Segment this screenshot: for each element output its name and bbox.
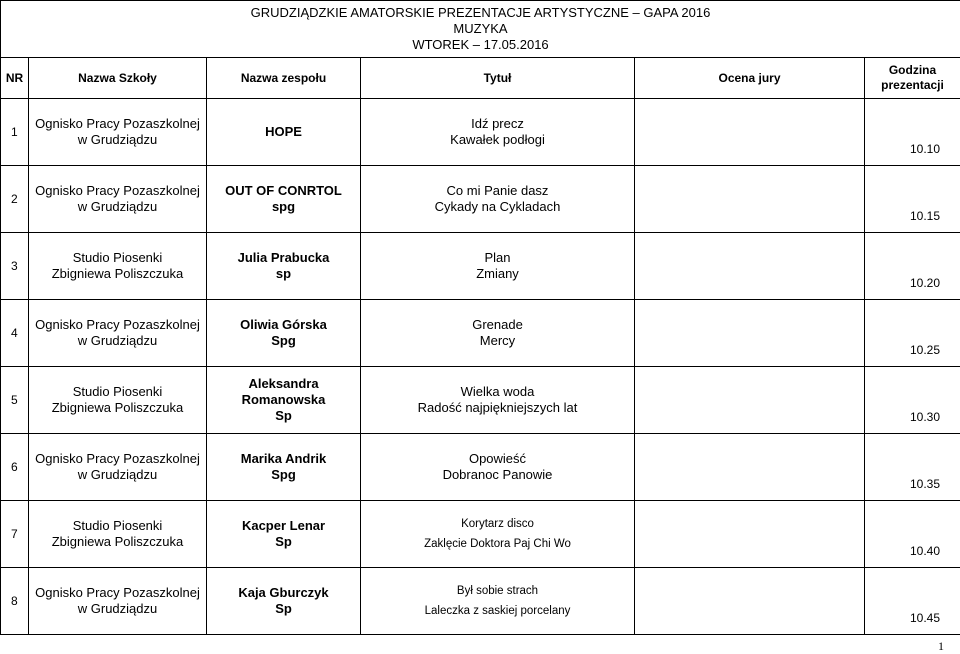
rating-cell [635, 300, 865, 367]
rating-cell [635, 99, 865, 166]
table-row [1, 367, 960, 434]
col-time [865, 58, 960, 99]
band-name: Julia Prabucka [237, 250, 330, 265]
song-title-2: Cykady na Cykladach [434, 199, 561, 214]
row-number: 4 [1, 300, 29, 367]
title-cell [361, 501, 635, 568]
title-cell [361, 99, 635, 166]
band-category: spg [271, 199, 296, 214]
song-title-2: Zaklęcie Doktora Paj Chi Wo [424, 538, 571, 550]
school-city: w Grudziądzu [77, 199, 158, 214]
band-name: Kaja Gburczyk [238, 585, 329, 600]
school-cell [29, 166, 207, 233]
header-date: WTOREK – 17.05.2016 [412, 37, 549, 52]
song-title-1: Plan [484, 250, 511, 265]
time-cell: 10.45 [865, 568, 960, 635]
title-cell [361, 367, 635, 434]
band-category: Sp [275, 408, 292, 423]
table-row [1, 99, 960, 166]
school-cell [29, 501, 207, 568]
band-cell [207, 300, 361, 367]
time-cell: 10.10 [865, 99, 960, 166]
col-band: Nazwa zespołu [207, 58, 361, 99]
col-time-line1: Godzina [888, 63, 937, 77]
time-cell: 10.40 [865, 501, 960, 568]
band-name: HOPE [265, 124, 302, 139]
school-city: Zbigniewa Poliszczuka [51, 534, 184, 549]
band-name: Kacper Lenar [241, 518, 326, 533]
school-cell [29, 233, 207, 300]
school-cell [29, 300, 207, 367]
school-name: Studio Piosenki [72, 384, 163, 399]
table-row [1, 568, 960, 635]
school-name: Ognisko Pracy Pozaszkolnej [35, 451, 200, 466]
table-row [1, 300, 960, 367]
school-city: Zbigniewa Poliszczuka [51, 400, 184, 415]
school-city: w Grudziądzu [77, 333, 158, 348]
band-cell [207, 568, 361, 635]
song-title-1: Wielka woda [460, 384, 535, 399]
band-cell [207, 367, 361, 434]
row-number: 8 [1, 568, 29, 635]
school-cell [29, 434, 207, 501]
column-header-row [1, 58, 960, 99]
song-title-2: Laleczka z saskiej porcelany [424, 605, 571, 617]
song-title-1: Był sobie strach [456, 585, 539, 597]
song-title-1: Co mi Panie dasz [446, 183, 549, 198]
row-number: 1 [1, 99, 29, 166]
header-category: MUZYKA [453, 21, 508, 36]
page-number: 1 [938, 639, 944, 653]
song-title-1: Idź precz [471, 116, 524, 131]
table-row [1, 501, 960, 568]
table-row [1, 233, 960, 300]
col-school: Nazwa Szkoły [29, 58, 207, 99]
time-cell: 10.20 [865, 233, 960, 300]
rating-cell [635, 233, 865, 300]
band-cell [207, 501, 361, 568]
song-title-2: Mercy [479, 333, 516, 348]
song-title-2: Dobranoc Panowie [442, 467, 553, 482]
title-cell [361, 233, 635, 300]
school-city: Zbigniewa Poliszczuka [51, 266, 184, 281]
row-number: 5 [1, 367, 29, 434]
time-cell: 10.15 [865, 166, 960, 233]
row-number: 7 [1, 501, 29, 568]
col-time-line2: prezentacji [881, 78, 944, 92]
song-title-2: Kawałek podłogi [450, 132, 545, 147]
rating-cell [635, 568, 865, 635]
song-title-1: Opowieść [468, 451, 527, 466]
header-title: GRUDZIĄDZKIE AMATORSKIE PREZENTACJE ARTYSTYCZNE – GAPA 2016 [250, 5, 711, 20]
document-header [1, 1, 960, 58]
col-nr: NR [1, 58, 29, 99]
school-city: w Grudziądzu [77, 601, 158, 616]
band-category: Sp [275, 534, 292, 549]
school-name: Studio Piosenki [72, 518, 163, 533]
song-title-2: Radość najpiękniejszych lat [417, 400, 578, 415]
song-title-1: Grenade [472, 317, 523, 332]
row-number: 2 [1, 166, 29, 233]
song-title-1: Korytarz disco [461, 518, 534, 530]
col-title: Tytuł [361, 58, 635, 99]
school-cell [29, 99, 207, 166]
time-cell: 10.25 [865, 300, 960, 367]
school-name: Ognisko Pracy Pozaszkolnej [35, 116, 200, 131]
school-name: Ognisko Pracy Pozaszkolnej [35, 183, 200, 198]
rating-cell [635, 166, 865, 233]
band-category: Spg [271, 467, 296, 482]
school-city: w Grudziądzu [77, 132, 158, 147]
rating-cell [635, 367, 865, 434]
song-title-2: Zmiany [476, 266, 519, 281]
title-cell [361, 434, 635, 501]
school-cell [29, 568, 207, 635]
band-name: Oliwia Górska [240, 317, 327, 332]
band-name: OUT OF CONRTOL [225, 183, 342, 198]
school-name: Ognisko Pracy Pozaszkolnej [35, 585, 200, 600]
rating-cell [635, 501, 865, 568]
row-number: 3 [1, 233, 29, 300]
band-name: Marika Andrik [240, 451, 327, 466]
school-name: Studio Piosenki [72, 250, 163, 265]
table-row [1, 166, 960, 233]
band-category: Sp [275, 601, 292, 616]
band-cell [207, 233, 361, 300]
table-row [1, 434, 960, 501]
rating-cell [635, 434, 865, 501]
school-city: w Grudziądzu [77, 467, 158, 482]
band-category: sp [275, 266, 292, 281]
school-cell [29, 367, 207, 434]
band-cell [207, 99, 361, 166]
row-number: 6 [1, 434, 29, 501]
band-cell [207, 434, 361, 501]
band-cell [207, 166, 361, 233]
band-category: Spg [271, 333, 296, 348]
title-cell [361, 300, 635, 367]
time-cell: 10.35 [865, 434, 960, 501]
band-name: Aleksandra Romanowska [241, 376, 326, 407]
title-cell [361, 568, 635, 635]
school-name: Ognisko Pracy Pozaszkolnej [35, 317, 200, 332]
col-rating: Ocena jury [635, 58, 865, 99]
time-cell: 10.30 [865, 367, 960, 434]
title-cell [361, 166, 635, 233]
